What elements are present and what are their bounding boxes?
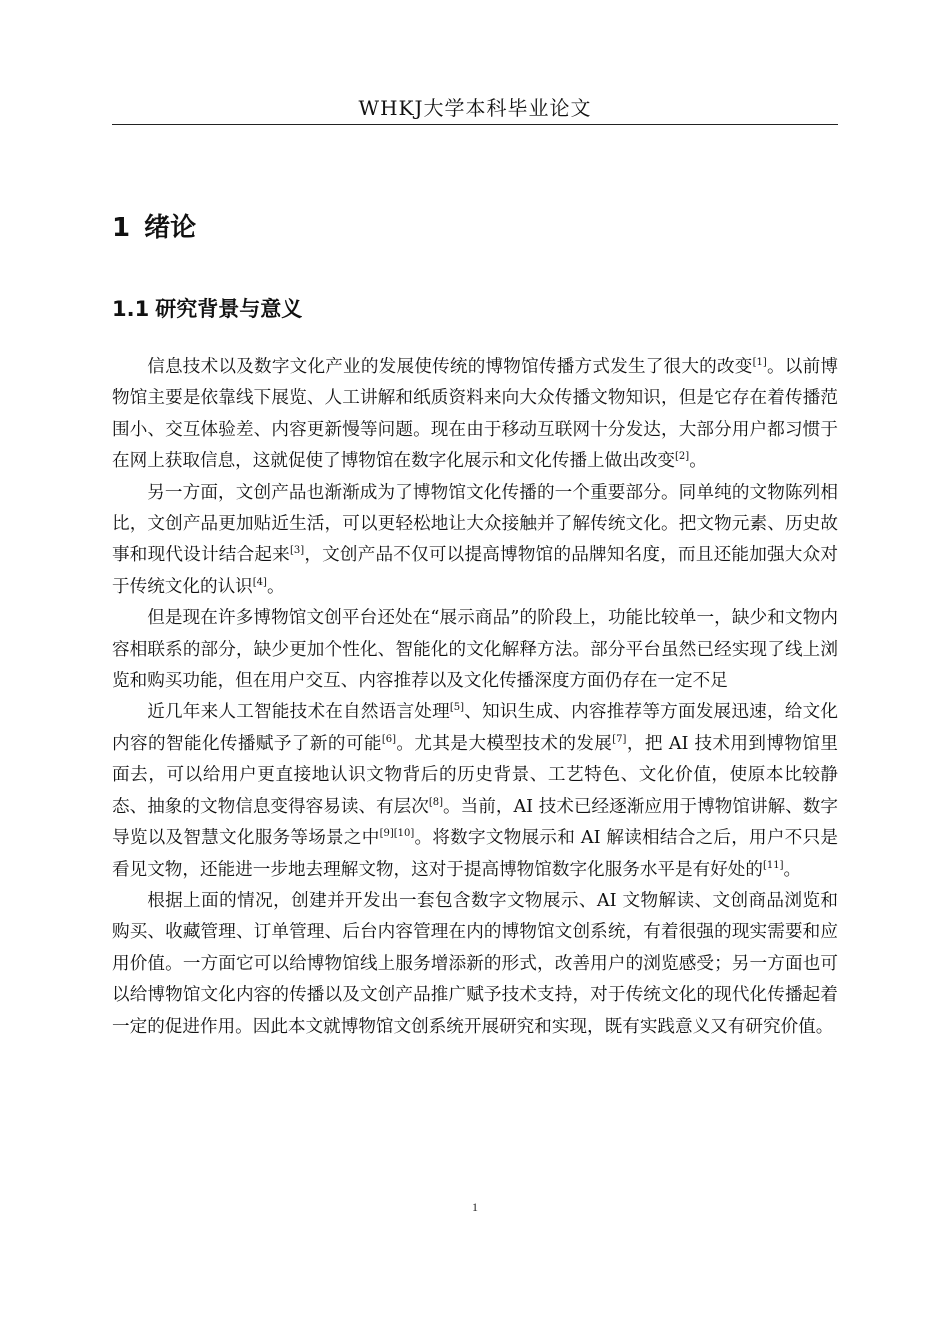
paragraph-text: 另一方面，文创产品也渐渐成为了博物馆文化传播的一个重要部分。同单纯的文物陈列相比，文创产品更加贴近生活，可以更轻松地让大众接触并了解传统文化。把文物元素、历史故事和现代设计结合起来 (112, 482, 838, 566)
body-paragraph (112, 478, 838, 604)
chapter-title-text: 绪论 (144, 213, 197, 243)
citation-marker: [6] (381, 734, 397, 746)
paragraph-text: 。 (689, 451, 707, 472)
paragraph-text: 。 (783, 859, 802, 880)
citation-marker: [4] (252, 576, 267, 588)
paragraph-text: 。 (266, 576, 285, 597)
paragraph-text: 信息技术以及数字文化产业的发展使传统的博物馆传播方式发生了很大的改变 (147, 357, 753, 377)
citation-marker: [1] (752, 357, 767, 369)
citation-marker: [5] (449, 702, 465, 714)
page-number: 1 (472, 1200, 478, 1214)
citation-marker: [7] (612, 734, 627, 746)
citation-marker: [8] (428, 796, 444, 808)
paragraph-text: 根据上面的情况，创建并开发出一套包含数字文物展示、AI 文物解读、文创商品浏览和购买、收藏管理、订单管理、后台内容管理在内的博物馆文创系统，有着很强的现实需要和应用价值。一方面它可以给博物馆线上服务增添新的形式，改善用户的浏览感受；另一方面也可以给博物馆文化内容的传播以及文创产品推广赋予技术支持，对于传统文化的现代化传播起着一定的促进作用。因此本文就博物馆文创系统开展研究和实现，既有实践意义又有研究价值。 (112, 890, 838, 1037)
chapter-number: 1 (112, 213, 131, 243)
paragraph-text: 。以前博物馆主要是依靠线下展览、人工讲解和纸质资料来向大众传播文物知识，但是它存在着传播范围小、交互体验差、内容更新慢等问题。现在由于移动互联网十分发达，大部分用户都习惯于在网上获取信息，这就促使了博物馆在数字化展示和文化传播上做出改变 (112, 357, 838, 472)
paragraph-text: 近几年来人工智能技术在自然语言处理 (147, 702, 450, 723)
citation-marker: [3] (289, 545, 305, 557)
section-number: 1.1 (112, 297, 150, 321)
paragraph-text: 但是现在许多博物馆文创平台还处在“展示商品”的阶段上，功能比较单一，缺少和文物内容相联系的部分，缺少更加个性化、智能化的文化解释方法。部分平台虽然已经实现了线上浏览和购买功能，但在用户交互、内容推荐以及文化传播深度方面仍存在一定不足 (112, 608, 838, 692)
paragraph-text: 。将数字文物展示和 AI 解读相结合之后，用户不只是看见文物，还能进一步地去理解文物，这对于提高博物馆数字化服务水平是有好处的 (112, 828, 838, 880)
body-paragraph (112, 352, 838, 478)
header-divider (112, 124, 838, 125)
paragraph-text: 。当前，AI 技术已经逐渐应用于博物馆讲解、数字导览以及智慧文化服务等场景之中 (112, 796, 838, 849)
citation-marker: [11] (762, 859, 784, 871)
paragraph-text: ，把 AI 技术用到博物馆里面去，可以给用户更直接地认识文物背后的历史背景、工艺特色、文化价值，使原本比较静态、抽象的文物信息变得容易读、有层次 (112, 733, 838, 817)
paragraph-text: 、知识生成、内容推荐等方面发展迅速，给文化内容的智能化传播赋予了新的可能 (112, 702, 838, 754)
section-title-text: 研究背景与意义 (155, 297, 303, 321)
running-header: WHKJ大学本科毕业论文 (358, 96, 592, 120)
body-paragraph (112, 697, 838, 885)
body-paragraph (112, 603, 838, 697)
body-paragraph (112, 886, 838, 1043)
citation-marker: [9][10] (379, 828, 415, 840)
chapter-heading (112, 207, 196, 244)
body-text (112, 352, 838, 1043)
section-heading (112, 293, 302, 323)
paragraph-text: ，文创产品不仅可以提高博物馆的品牌知名度，而且还能加强大众对于传统文化的认识 (112, 545, 838, 597)
citation-marker: [2] (675, 451, 690, 463)
paragraph-text: 。尤其是大模型技术的发展 (396, 733, 613, 754)
